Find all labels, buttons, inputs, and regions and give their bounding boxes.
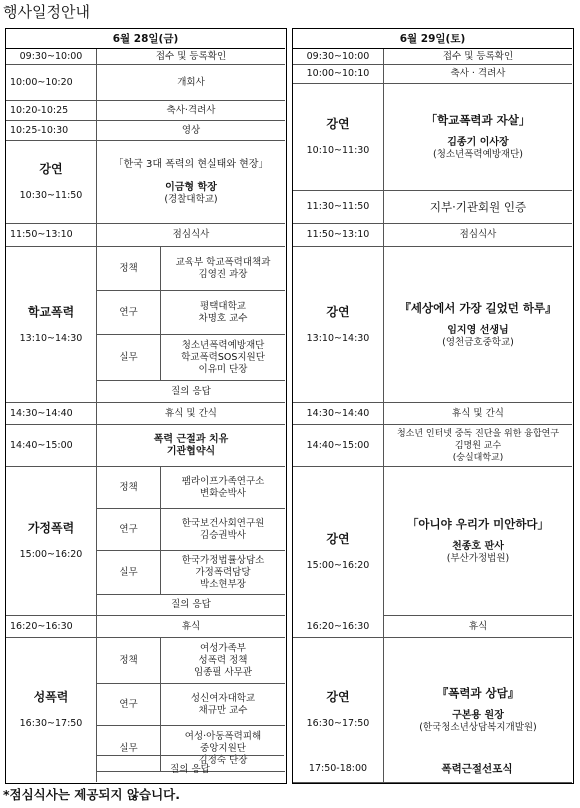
time-cell: 17:50-18:00 [293,755,384,782]
lecture-title: 『세상에서 가장 길었던 하루』 [399,300,557,315]
section-title: 학교폭력 [27,304,75,319]
panelist-cell: 평택대학교 차명호 교수 [161,291,285,335]
event-cell: 폭력 근절과 치유 기관협약식 [97,425,285,467]
section-title: 가정폭력 [27,521,75,535]
lecture-title: 『폭력과 상담』 [436,686,520,700]
lecture-label-cell [6,141,97,224]
lecture-speaker: 임지영 선생님 [447,324,509,336]
lecture-label-cell [293,84,384,191]
event-cell: 청소년 인터넷 중독 진단을 위한 융합연구 김명원 교수 (숭실대학교) [384,425,572,467]
lecture-content-cell [384,247,572,403]
time-cell: 11:50~13:10 [6,224,97,247]
panelist-cell: 팸라이프가족연구소 변화순박사 [161,467,285,509]
time-cell: 11:30~11:50 [293,191,384,224]
lecture-speaker: 김종기 이사장 [447,137,509,148]
lecture-title: 「학교폭력과 자살」 [425,113,531,127]
panelist-cell: 여성·아동폭력피해 중앙지원단 김정숙 단장 [161,726,285,772]
page-title: 행사일정안내 [3,3,90,21]
panelist-cell: 한국보건사회연구원 김승권박사 [161,509,285,551]
event-cell: 영상 [97,121,285,141]
lecture-speaker: 구본용 원장 [452,710,504,721]
lecture-speaker: 천종호 판사 [452,541,504,552]
sexual-violence-label-cell [6,638,97,782]
role-cell: 정책 [97,638,161,684]
lecture-label-cell [293,467,384,638]
time-cell: 11:50~13:10 [293,224,384,247]
time-cell: 16:20~16:30 [6,616,97,638]
role-cell: 실무 [97,335,161,381]
section-title: 강연 [326,304,350,319]
panelist-cell: 성신여자대학교 채규만 교수 [161,684,285,726]
section-title: 강연 [39,162,63,176]
lecture-affiliation: (한국청소년상담복지개발원) [419,722,537,733]
event-cell: 축사 · 격려사 [384,65,572,84]
event-cell: 점심식사 [384,224,572,247]
lecture-speaker: 이금형 학장 [165,182,217,193]
day1-date-header: 6월 28일(금) [6,29,285,49]
lecture-affiliation: (경찰대학교) [164,194,218,205]
section-time: 16:30~17:50 [306,718,370,729]
section-title: 성폭력 [33,690,69,704]
qa-cell: 질의 응답 [96,755,284,783]
role-cell: 실무 [97,551,161,595]
section-time: 15:00~16:20 [19,549,83,560]
event-cell: 휴식 [97,616,285,638]
lecture-content-cell [384,84,572,191]
lecture-affiliation: (부산가정법원) [446,553,510,564]
event-cell: 지부·기관회원 인증 [384,191,572,224]
lecture-affiliation: (청소년폭력예방재단) [432,149,523,160]
section-title: 강연 [326,532,350,546]
section-time: 16:30~17:50 [19,718,83,729]
event-cell: 개회사 [97,65,285,101]
time-cell: 14:40~15:00 [293,425,384,467]
role-cell: 연구 [97,509,161,551]
qa-cell: 질의 응답 [97,595,285,616]
time-cell: 09:30~10:00 [6,49,97,65]
panelist-cell: 교육부 학교폭력대책과 김영진 과장 [161,247,285,291]
event-cell: 휴식 및 간식 [97,403,285,425]
section-time: 10:30~11:50 [19,190,83,201]
time-cell: 10:25-10:30 [6,121,97,141]
footnote: *점심식사는 제공되지 않습니다. [3,787,180,802]
section-time: 13:10~14:30 [19,332,83,344]
event-cell: 축사·격려사 [97,101,285,121]
role-cell: 실무 [97,726,161,772]
time-cell: 16:20~16:30 [293,616,384,638]
family-violence-label-cell [6,467,97,616]
school-violence-label-cell [6,247,97,403]
role-cell: 연구 [97,684,161,726]
day2-schedule-table [292,28,574,784]
event-cell: 폭력근절선포식 [441,762,513,775]
panelist-cell: 청소년폭력예방재단 학교폭력SOS지원단 이유미 단장 [161,335,285,381]
role-cell: 정책 [97,467,161,509]
panelist-cell: 여성가족부 성폭력 정책 임종필 사무관 [161,638,285,684]
event-cell: 휴식 [384,616,572,638]
role-cell: 연구 [97,291,161,335]
day2-date-header: 6월 29일(토) [293,29,572,49]
section-time: 13:10~14:30 [306,332,370,344]
lecture-content-cell [97,141,285,224]
event-cell: 점심식사 [97,224,285,247]
role-cell: 정책 [97,247,161,291]
section-title: 강연 [326,690,350,704]
lecture-title: 「한국 3대 폭력의 현실태와 현장」 [113,159,269,170]
lecture-title: 「아니야 우리가 미안하다」 [406,517,550,531]
lecture-affiliation: (영천금호중학교) [442,336,514,348]
time-cell: 14:40~15:00 [6,425,97,467]
day1-schedule-table [5,28,287,784]
event-cell: 접수 및 등록확인 [97,49,285,65]
section-time: 10:10~11:30 [306,145,370,156]
event-cell: 접수 및 등록확인 [384,49,572,65]
section-title: 강연 [326,117,350,131]
time-cell: 10:00~10:10 [293,65,384,84]
time-cell: 10:20-10:25 [6,101,97,121]
section-time: 15:00~16:20 [306,560,370,571]
time-cell: 14:30~14:40 [6,403,97,425]
event-cell: 휴식 및 간식 [384,403,572,425]
qa-cell: 질의 응답 [97,381,285,403]
lecture-label-cell [293,247,384,403]
time-cell: 09:30~10:00 [293,49,384,65]
lecture-content-cell [384,467,572,616]
panelist-cell: 한국가정법률상담소 가정폭력담당 박소현부장 [161,551,285,595]
time-cell: 14:30~14:40 [293,403,384,425]
time-cell: 10:00~10:20 [6,65,97,101]
